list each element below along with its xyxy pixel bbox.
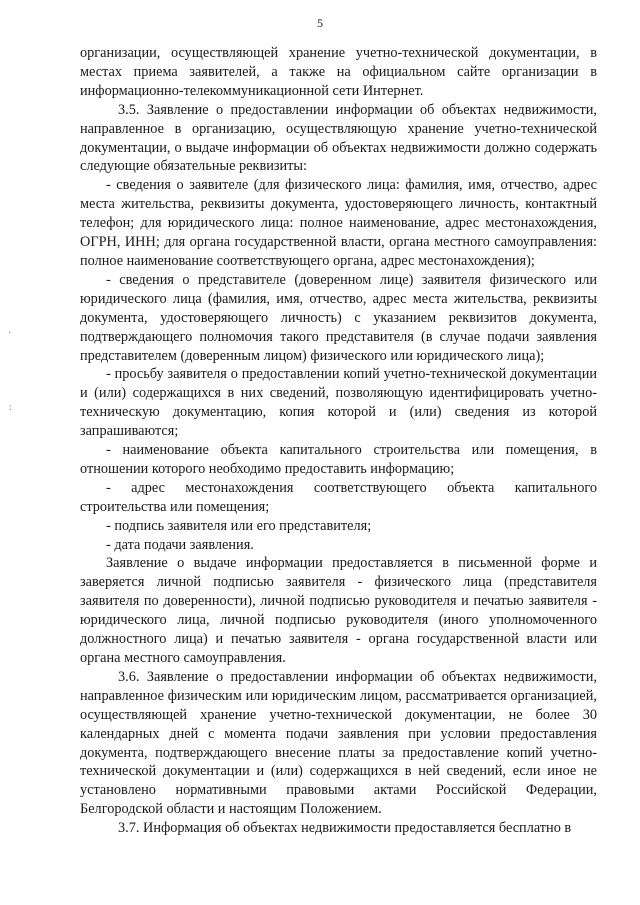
margin-tick: ' <box>9 330 11 340</box>
list-item-applicant: - сведения о заявителе (для физического лица: фамилия, имя, отчество, адрес места жительства, реквизиты документа, удостоверяющего личность, контактный телефон; для юридического лица: полное наименование, адрес местонахождения, ОГРН, ИНН; для органа государственной власти, органа местного самоуправления: полное наименование соответствующего органа, адрес местонахождения); <box>80 177 597 269</box>
paragraph-3-6: 3.6. Заявление о предоставлении информации об объектах недвижимости, направленное физическим или юридическим лицом, рассматривается организацией, осуществляющей хранение учетно-технической документации, не более 30 календарных дней с момента подачи заявления при условии предоставления документа, подтверждающего внесение платы за предоставление копий учетно-технической документации и (или) содержащихся в ней сведений, если иное не установлено нормативными правовыми актами Российской Федерации, Белгородской области и настоящим Положением. <box>80 668 597 818</box>
list-item-date: - дата подачи заявления. <box>106 536 254 553</box>
list-item-object-name: - наименование объекта капитального строительства или помещения, в отношении которого необходимо предоставить информацию; <box>80 442 597 477</box>
paragraph-written-form: Заявление о выдаче информации предоставляется в письменной форме и заверяется личной подписью заявителя - физического лица (представителя заявителя по доверенности), личной подписью руководителя и печатью заявителя - юридического лица, личной подписью руководителя (иного уполномоченного должностного лица) и печатью заявителя - органа государственной власти или органа местного самоуправления. <box>80 555 597 666</box>
margin-tick: : <box>9 402 12 412</box>
document-body <box>80 44 597 838</box>
list-item-representative: - сведения о представителе (доверенном лице) заявителя физического или юридического лица (фамилия, имя, отчество, адрес места жительства, реквизиты документа, удостоверяющего личность) с указанием реквизитов документа, подтверждающего полномочия такого представителя (в случае подачи заявления представителем (доверенным лицом) физического или юридического лица); <box>80 271 597 364</box>
page-number: 5 <box>317 16 323 30</box>
list-item-request: - просьбу заявителя о предоставлении копий учетно-технической документации и (или) содержащихся в них сведений, позволяющую идентифицировать учетно-техническую документацию, копия которой и (или) сведения из которой запрашиваются; <box>80 366 597 440</box>
paragraph-intro: организации, осуществляющей хранение учетно-технической документации, в местах приема заявителей, а также на официальном сайте организации в информационно-телекоммуникационной сети Интернет. <box>80 45 597 99</box>
paragraph-3-5: 3.5. Заявление о предоставлении информации об объектах недвижимости, направленное в организацию, осуществляющую хранение учетно-технической документации, о выдаче информации об объектах недвижимости должно содержать следующие обязательные реквизиты: <box>80 101 597 175</box>
paragraph-3-7: 3.7. Информация об объектах недвижимости предоставляется бесплатно в <box>118 820 572 837</box>
list-item-address: - адрес местонахождения соответствующего объекта капитального строительства или помещения; <box>80 479 597 515</box>
list-item-signature: - подпись заявителя или его представителя; <box>106 517 372 534</box>
